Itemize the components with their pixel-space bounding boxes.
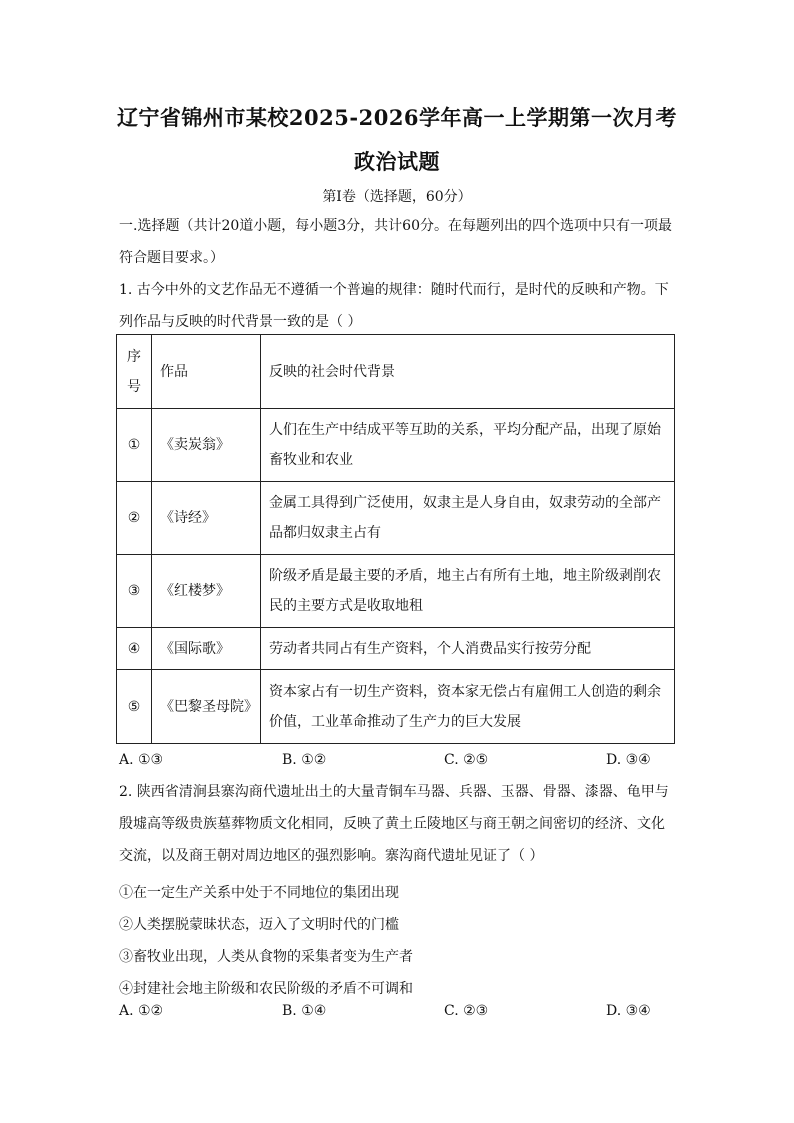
row-background: 人们在生产中结成平等互助的关系，平均分配产品，出现了原始畜牧业和农业 [261,409,675,482]
section-instructions: 一.选择题（共计20道小题，每小题3分，共计60分。在每题列出的四个选项中只有一项最符合题目要求。） [119,218,672,266]
exam-title: 辽宁省锦州市某校2025-2026学年高一上学期第一次月考 [116,105,678,130]
table-header-row [117,335,675,409]
table-row [117,482,675,555]
question-1-options [119,752,679,772]
header-work: 作品 [152,335,261,409]
section-header: 第Ⅰ卷（选择题，60分） [322,189,472,205]
row-background: 资本家占有一切生产资料，资本家无偿占有雇佣工人创造的剩余价值，工业革命推动了生产力的巨大发展 [261,670,675,744]
statement-3: ③畜牧业出现，人类从食物的采集者变为生产者 [119,949,413,965]
row-number: ④ [117,628,152,670]
row-background: 劳动者共同占有生产资料，个人消费品实行按劳分配 [261,628,675,670]
row-number: ⑤ [117,670,152,744]
question-2-stem: 2. 陕西省清涧县寨沟商代遗址出土的大量青铜车马器、兵器、玉器、骨器、漆器、龟甲与殷墟高等级贵族墓葬物质文化相同，反映了黄土丘陵地区与商王朝之间密切的经济、文化交流，以及商王朝对周边地区的强烈影响。寨沟商代遗址见证了（ ） [119,784,669,864]
works-table [116,334,675,744]
row-background: 金属工具得到广泛使用，奴隶主是人身自由，奴隶劳动的全部产品都归奴隶主占有 [261,482,675,555]
row-number: ① [117,409,152,482]
question-2-options [119,1003,679,1023]
row-work: 《国际歌》 [152,628,261,670]
table-row [117,670,675,744]
statement-4: ④封建社会地主阶级和农民阶级的矛盾不可调和 [119,981,413,997]
table-row [117,409,675,482]
row-work: 《红楼梦》 [152,555,261,628]
option-c[interactable]: C. ②⑤ [444,752,489,768]
option-c[interactable]: C. ②③ [444,1003,489,1019]
exam-subject: 政治试题 [354,149,440,174]
statement-1: ①在一定生产关系中处于不同地位的集团出现 [119,885,399,901]
option-a[interactable]: A. ①③ [119,752,164,768]
table-row [117,555,675,628]
row-work: 《卖炭翁》 [152,409,261,482]
row-work: 《诗经》 [152,482,261,555]
row-number: ③ [117,555,152,628]
row-work: 《巴黎圣母院》 [152,670,261,744]
question-2-statements [119,877,413,1005]
row-background: 阶级矛盾是最主要的矛盾，地主占有所有土地，地主阶级剥削农民的主要方式是收取地租 [261,555,675,628]
header-background: 反映的社会时代背景 [261,335,675,409]
option-d[interactable]: D. ③④ [606,752,651,768]
option-b[interactable]: B. ①④ [282,1003,327,1019]
row-number: ② [117,482,152,555]
option-a[interactable]: A. ①② [119,1003,164,1019]
question-1-stem: 1. 古今中外的文艺作品无不遵循一个普遍的规律：随时代而行，是时代的反映和产物。下列作品与反映的时代背景一致的是（ ） [119,282,669,330]
option-b[interactable]: B. ①② [282,752,327,768]
option-d[interactable]: D. ③④ [606,1003,651,1019]
header-number: 序号 [117,335,152,409]
table-row [117,628,675,670]
statement-2: ②人类摆脱蒙昧状态，迈入了文明时代的门槛 [119,917,399,933]
